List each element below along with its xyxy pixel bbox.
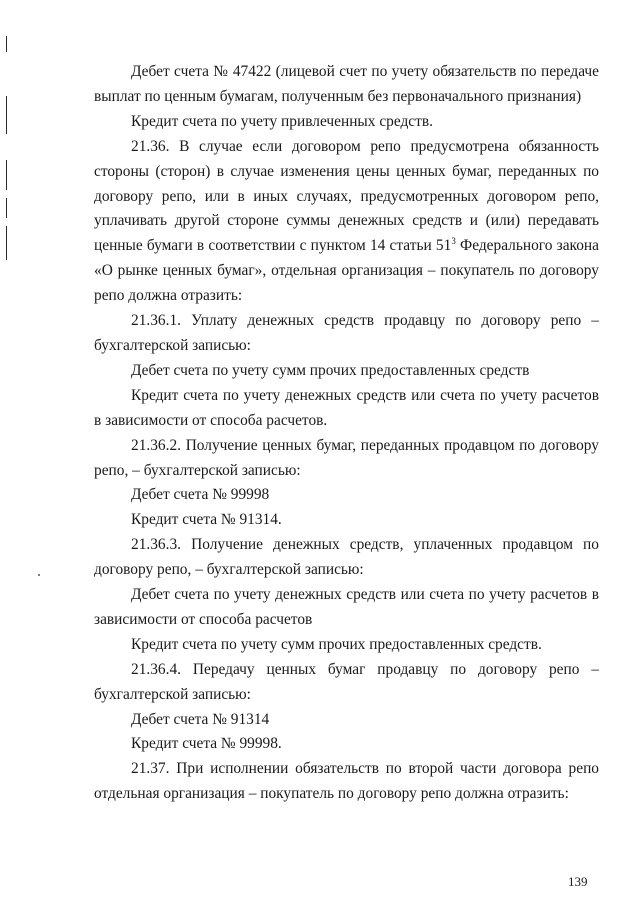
paragraph-21-36 xyxy=(94,135,599,309)
scan-edge-mark xyxy=(6,36,7,52)
paragraph-21-36-4: 21.36.4. Передачу ценных бумаг продавцу по договору репо – бухгалтерской записью: xyxy=(94,660,599,703)
paragraph-credit-other-funds: Кредит счета по учету сумм прочих предоставленных средств. xyxy=(131,635,542,653)
scan-speck xyxy=(38,574,40,576)
paragraph-21-36-part2: Федерального закона «О рынке ценных бумаг», отдельная организация – покупатель по договору репо должна отразить: xyxy=(94,237,599,305)
paragraph-credit-91314: Кредит счета № 91314. xyxy=(131,511,282,529)
paragraph-debit-47422: Дебет счета № 47422 (лицевой счет по учету обязательств по передаче выплат по ценным бумагам, полученным без первоначального признания) xyxy=(94,63,599,105)
page-number: 139 xyxy=(568,874,588,889)
scan-edge-mark xyxy=(6,160,7,190)
paragraph-credit-raised-funds: Кредит счета по учету привлеченных средств. xyxy=(131,112,433,130)
paragraph-21-36-part1: 21.36. В случае если договором репо предусмотрена обязанность стороны (сторон) в случае изменения цены ценных бумаг, переданных по договору репо, или в иных случаях, предусмотренных договором репо, уплачивать другой стороне суммы денежных средств и (или) передавать ценные бумаги в соответствии с пунктом 14 статьи 51 xyxy=(94,137,599,255)
paragraph-debit-cash-accounts: Дебет счета по учету денежных средств или счета по учету расчетов в зависимости от способа расчетов xyxy=(94,586,599,628)
paragraph-debit-other-funds: Дебет счета по учету сумм прочих предоставленных средств xyxy=(131,361,530,379)
paragraph-debit-99998: Дебет счета № 99998 xyxy=(131,486,270,504)
paragraph-21-36-3: 21.36.3. Получение денежных средств, уплаченных продавцом по договору репо, – бухгалтерской записью: xyxy=(94,536,599,579)
paragraph-21-36-1: 21.36.1. Уплату денежных средств продавцу по договору репо – бухгалтерской записью: xyxy=(94,312,599,354)
paragraph-debit-91314: Дебет счета № 91314 xyxy=(131,710,270,728)
paragraph-21-37: 21.37. При исполнении обязательств по второй части договора репо отдельная организация – покупатель по договору репо должна отразить: xyxy=(94,760,599,803)
scan-edge-mark xyxy=(6,226,7,260)
scan-edge-mark xyxy=(6,198,7,218)
superscript-3: 3 xyxy=(451,236,456,247)
scan-edge-mark xyxy=(6,96,7,134)
document-body xyxy=(94,60,599,807)
paragraph-21-36-2: 21.36.2. Получение ценных бумаг, переданных продавцом по договору репо, – бухгалтерской записью: xyxy=(94,436,599,479)
paragraph-credit-cash-accounts: Кредит счета по учету денежных средств или счета по учету расчетов в зависимости от способа расчетов. xyxy=(94,386,599,429)
paragraph-credit-99998: Кредит счета № 99998. xyxy=(131,735,282,753)
